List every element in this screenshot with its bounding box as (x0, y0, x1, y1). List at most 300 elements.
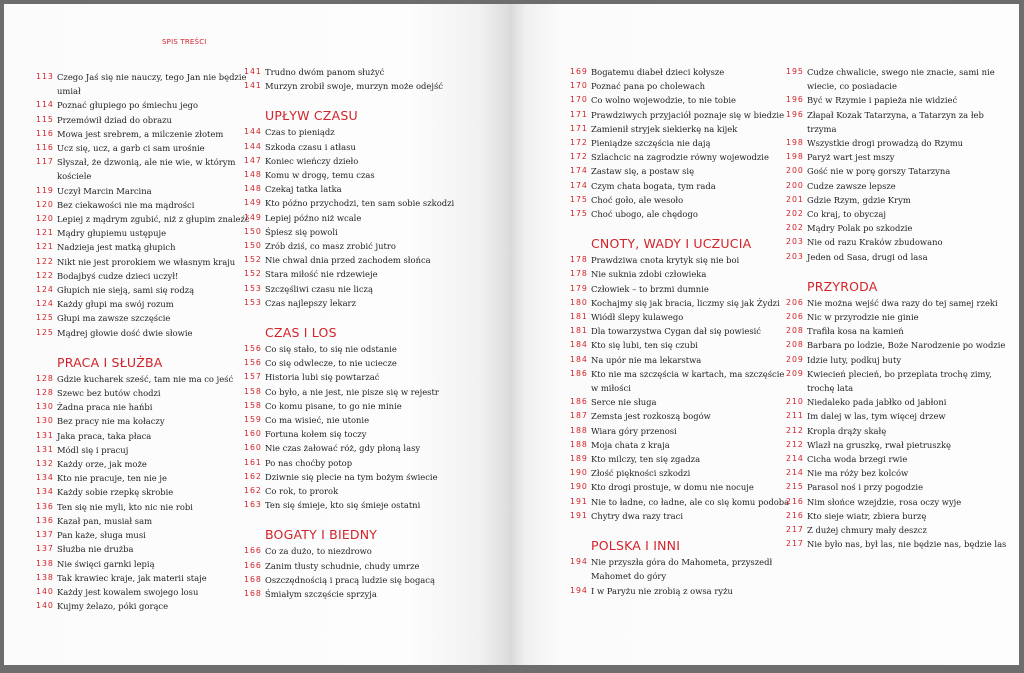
toc-entry[interactable] (786, 136, 1016, 150)
toc-entry[interactable] (244, 385, 474, 399)
toc-entry[interactable] (244, 267, 474, 281)
entry-title: Co ma wisieć, nie utonie (265, 415, 370, 426)
entry-title: Chytry dwa razy traci (591, 510, 684, 521)
page-number: 175 (570, 209, 588, 219)
toc-entry[interactable] (570, 122, 800, 136)
entry-title: Wlazł na gruszkę, rwał pietruszkę (807, 439, 951, 450)
page-number: 174 (570, 180, 588, 190)
entry-title: Dziwnie się plecie na tym bożym świecie (265, 471, 438, 482)
page-number: 181 (570, 312, 588, 322)
page-number: 217 (786, 525, 804, 535)
page-number: 171 (570, 123, 588, 133)
entry-title: Nie można wejść dwa razy do tej samej rzeki (807, 297, 998, 308)
toc-entry[interactable] (36, 585, 266, 599)
right-page (510, 4, 1019, 665)
entry-title: Co kraj, to obyczaj (807, 209, 887, 220)
page-number: 210 (786, 397, 804, 407)
page-number: 208 (786, 340, 804, 350)
entry-title: Każdy głupi ma swój rozum (57, 299, 174, 310)
page-number: 171 (570, 109, 588, 119)
page-number: 141 (244, 67, 262, 76)
toc-entry[interactable] (36, 542, 266, 556)
toc-entry[interactable] (570, 452, 800, 466)
page-number: 196 (786, 95, 804, 105)
page-number: 160 (244, 429, 262, 439)
toc-entry[interactable] (36, 599, 266, 613)
entry-title: Mądrej głowie dość dwie słowie (57, 327, 193, 338)
toc-entry[interactable] (786, 438, 1016, 452)
entry-title: Słyszał, że dzwonią, ale nie wie, w którym kościele (57, 157, 236, 182)
toc-entry[interactable] (244, 168, 474, 182)
toc-entry[interactable] (36, 141, 266, 155)
entry-title: Nie święci garnki lepią (57, 558, 155, 569)
toc-entry[interactable] (36, 514, 266, 528)
toc-entry[interactable] (786, 424, 1016, 438)
toc-entry[interactable] (244, 239, 474, 253)
page-number: 194 (570, 585, 588, 595)
toc-entry[interactable] (570, 282, 800, 296)
toc-entry[interactable] (570, 495, 800, 509)
toc-entry[interactable] (36, 443, 266, 457)
toc-entry[interactable] (786, 150, 1016, 164)
toc-entry[interactable] (36, 326, 266, 340)
toc-entry[interactable] (244, 498, 474, 512)
page-number: 136 (36, 515, 54, 525)
toc-entry[interactable] (244, 427, 474, 441)
toc-entry[interactable] (570, 108, 800, 122)
page-number: 161 (244, 457, 262, 467)
toc-entry[interactable] (786, 452, 1016, 466)
toc-entry[interactable] (244, 399, 474, 413)
toc-entry[interactable] (570, 79, 800, 93)
page-number: 113 (36, 72, 54, 81)
toc-entry[interactable] (786, 193, 1016, 207)
toc-entry[interactable] (36, 297, 266, 311)
page-number: 188 (570, 439, 588, 449)
entry-title: Gdzie Rzym, gdzie Krym (807, 194, 911, 205)
toc-entry[interactable] (570, 367, 800, 395)
toc-entry[interactable] (786, 466, 1016, 480)
toc-entry[interactable] (570, 509, 800, 523)
section-title: PRACA I SŁUŻBA (57, 354, 163, 370)
running-head: SPIS TREŚCI (162, 38, 207, 46)
entry-title: Moja chata z kraja (591, 439, 670, 450)
toc-entry[interactable] (36, 557, 266, 571)
entry-title: Nim słońce wzejdzie, rosa oczy wyje (807, 496, 962, 507)
page-number: 130 (36, 416, 54, 426)
section-title: PRZYRODA (807, 278, 878, 294)
toc-entry[interactable] (570, 353, 800, 367)
entry-title: Barbara po lodzie, Boże Narodzenie po wodzie (807, 340, 1006, 351)
entry-title: Co było, a nie jest, nie pisze się w rejestr (265, 386, 439, 397)
toc-entry[interactable] (570, 555, 800, 583)
toc-entry[interactable] (36, 485, 266, 499)
entry-title: Gość nie w porę gorszy Tatarzyna (807, 166, 951, 177)
toc-entry[interactable] (36, 500, 266, 514)
page-number: 168 (244, 574, 262, 584)
page-number: 162 (244, 471, 262, 481)
toc-entry[interactable] (786, 164, 1016, 178)
toc-entry[interactable] (244, 370, 474, 384)
page-number: 157 (244, 372, 262, 382)
toc-entry[interactable] (36, 400, 266, 414)
entry-title: Nic w przyrodzie nie ginie (807, 312, 919, 323)
toc-entry[interactable] (786, 480, 1016, 494)
left-page (4, 4, 510, 665)
page-number: 117 (36, 157, 54, 167)
page-number: 119 (36, 185, 54, 195)
toc-entry[interactable] (244, 140, 474, 154)
toc-entry[interactable] (36, 240, 266, 254)
entry-title: Pieniądze szczęścia nie dają (591, 138, 711, 149)
entry-title: Choć goło, ale wesoło (591, 194, 684, 205)
toc-entry[interactable] (244, 196, 474, 210)
page-number: 131 (36, 444, 54, 454)
entry-title: Co komu pisane, to go nie minie (265, 400, 402, 411)
toc-entry[interactable] (570, 466, 800, 480)
toc-entry[interactable] (244, 282, 474, 296)
toc-entry[interactable] (36, 198, 266, 212)
toc-entry[interactable] (36, 184, 266, 198)
toc-entry[interactable] (570, 395, 800, 409)
toc-column (36, 70, 266, 613)
entry-title: Jeden od Sasa, drugi od lasa (807, 251, 928, 262)
page-number: 195 (786, 67, 804, 76)
toc-entry[interactable] (786, 409, 1016, 423)
toc-entry[interactable] (36, 226, 266, 240)
page-number: 134 (36, 487, 54, 497)
page-number: 149 (244, 198, 262, 208)
entry-title: Wiódł ślepy kulawego (591, 312, 684, 323)
entry-title: Nie suknia zdobi człowieka (591, 269, 707, 280)
toc-entry[interactable] (244, 211, 474, 225)
toc-entry[interactable] (36, 372, 266, 386)
toc-entry[interactable] (244, 470, 474, 484)
toc-entry[interactable] (36, 528, 266, 542)
entry-title: Trudno dwóm panom służyć (265, 67, 385, 77)
toc-entry[interactable] (570, 338, 800, 352)
toc-entry[interactable] (244, 253, 474, 267)
entry-title: Nikt nie jest prorokiem we własnym kraju (57, 256, 236, 267)
entry-title: Nie było nas, był las, nie będzie nas, będzie las (807, 539, 1007, 550)
toc-entry[interactable] (36, 283, 266, 297)
toc-entry[interactable] (570, 179, 800, 193)
entry-title: Ten się śmieje, kto się śmieje ostatni (265, 500, 421, 511)
toc-entry[interactable] (244, 573, 474, 587)
entry-title: Nie to ładne, co ładne, ale co się komu podoba (591, 496, 790, 507)
toc-column (244, 65, 474, 601)
entry-title: Kto sieje wiatr, zbiera burzę (807, 510, 927, 521)
page-number: 156 (244, 358, 262, 368)
page-number: 162 (244, 486, 262, 496)
toc-entry[interactable] (244, 182, 474, 196)
section-title: BOGATY I BIEDNY (265, 527, 378, 543)
page-number: 122 (36, 256, 54, 266)
toc-entry[interactable] (244, 441, 474, 455)
toc-entry[interactable] (36, 255, 266, 269)
toc-entry[interactable] (244, 154, 474, 168)
page-number: 140 (36, 586, 54, 596)
toc-entry[interactable] (786, 296, 1016, 310)
toc-entry[interactable] (570, 136, 800, 150)
toc-entry[interactable] (786, 395, 1016, 409)
toc-entry[interactable] (244, 79, 474, 93)
page-number: 158 (244, 400, 262, 410)
toc-entry[interactable] (244, 125, 474, 139)
toc-entry[interactable] (36, 414, 266, 428)
toc-entry[interactable] (244, 456, 474, 470)
page-number: 137 (36, 530, 54, 540)
page-number: 150 (244, 241, 262, 251)
toc-entry[interactable] (570, 409, 800, 423)
toc-entry[interactable] (36, 155, 266, 183)
toc-entry[interactable] (786, 250, 1016, 264)
page-number: 212 (786, 439, 804, 449)
page-number: 189 (570, 454, 588, 464)
entry-title: Pan każe, sługa musi (57, 530, 146, 541)
page-number: 120 (36, 214, 54, 224)
page-number: 125 (36, 327, 54, 337)
toc-entry[interactable] (570, 480, 800, 494)
toc-entry[interactable] (786, 324, 1016, 338)
toc-entry[interactable] (786, 509, 1016, 523)
entry-title: Szczęśliwi czasu nie liczą (265, 283, 373, 294)
entry-title: Kto drogi prostuje, w domu nie nocuje (591, 482, 754, 493)
page-number: 201 (786, 194, 804, 204)
page-number: 160 (244, 443, 262, 453)
entry-title: Zanim tłusty schudnie, chudy umrze (265, 560, 420, 571)
entry-title: Tak krawiec kraje, jak materii staje (57, 572, 207, 583)
page-number: 202 (786, 209, 804, 219)
page-number: 202 (786, 223, 804, 233)
page-number: 150 (244, 226, 262, 236)
toc-entry[interactable] (570, 93, 800, 107)
toc-entry[interactable] (786, 179, 1016, 193)
page-number: 116 (36, 143, 54, 153)
toc-entry[interactable] (570, 164, 800, 178)
page-number: 128 (36, 373, 54, 383)
toc-entry[interactable] (36, 113, 266, 127)
entry-title: Lepiej z mądrym zgubić, niż z głupim znaleźć (57, 214, 250, 225)
entry-title: Murzyn zrobił swoje, murzyn może odejść (265, 81, 443, 92)
page-number: 166 (244, 546, 262, 556)
toc-entry[interactable] (36, 429, 266, 443)
entry-title: Kto nie pracuje, ten nie je (57, 473, 167, 484)
toc-entry[interactable] (36, 269, 266, 283)
entry-title: Cudze chwalicie, swego nie znacie, sami nie wiecie, co posiadacie (807, 67, 995, 92)
entry-title: Zamienił stryjek siekierkę na kijek (591, 123, 738, 134)
entry-title: Kwiecień plecień, bo przeplata trochę zimy, trochę lata (807, 368, 992, 394)
toc-entry[interactable] (244, 413, 474, 427)
page-number: 159 (244, 415, 262, 425)
toc-entry[interactable] (36, 127, 266, 141)
page-number: 203 (786, 237, 804, 247)
toc-entry[interactable] (244, 544, 474, 558)
toc-entry[interactable] (570, 65, 800, 79)
entry-title: Każdy jest kowalem swojego losu (57, 586, 199, 597)
toc-entry[interactable] (570, 193, 800, 207)
toc-entry[interactable] (36, 457, 266, 471)
page-number: 170 (570, 95, 588, 105)
entry-title: Czego Jaś się nie nauczy, tego Jan nie będzie umiał (57, 72, 247, 97)
page-number: 179 (570, 283, 588, 293)
toc-entry[interactable] (786, 108, 1016, 136)
page-number: 214 (786, 468, 804, 478)
page-number: 149 (244, 212, 262, 222)
toc-entry[interactable] (570, 438, 800, 452)
toc-entry[interactable] (244, 484, 474, 498)
toc-entry[interactable] (786, 495, 1016, 509)
page-number: 178 (570, 255, 588, 265)
toc-entry[interactable] (244, 65, 474, 79)
toc-entry[interactable] (244, 342, 474, 356)
entry-title: Z dużej chmury mały deszcz (807, 525, 927, 536)
toc-entry[interactable] (36, 98, 266, 112)
page-number: 190 (570, 468, 588, 478)
page-number: 216 (786, 510, 804, 520)
toc-entry[interactable] (786, 221, 1016, 235)
entry-title: Komu w drogę, temu czas (265, 170, 375, 181)
page-number: 214 (786, 454, 804, 464)
page-number: 198 (786, 152, 804, 162)
toc-entry[interactable] (786, 537, 1016, 551)
entry-title: Mądry Polak po szkodzie (807, 223, 913, 234)
section-title: CZAS I LOS (265, 325, 337, 341)
entry-title: Czekaj tatka latka (265, 184, 342, 195)
page-number: 217 (786, 539, 804, 549)
page-number: 168 (244, 589, 262, 599)
page-number: 128 (36, 388, 54, 398)
page-number: 187 (570, 411, 588, 421)
page-number: 200 (786, 166, 804, 176)
page-number: 140 (36, 601, 54, 611)
page-number: 184 (570, 354, 588, 364)
toc-column (786, 65, 1016, 552)
toc-entry[interactable] (570, 324, 800, 338)
entry-title: Im dalej w las, tym więcej drzew (807, 411, 946, 422)
page-number: 144 (244, 141, 262, 151)
entry-title: Cicha woda brzegi rwie (807, 454, 908, 465)
page-number: 215 (786, 482, 804, 492)
page-number: 122 (36, 270, 54, 280)
toc-entry[interactable] (36, 311, 266, 325)
entry-title: Czas to pieniądz (265, 127, 335, 138)
page-number: 191 (570, 510, 588, 520)
toc-entry[interactable] (36, 471, 266, 485)
page-number: 124 (36, 285, 54, 295)
toc-entry[interactable] (36, 212, 266, 226)
entry-title: Kazał pan, musiał sam (57, 515, 153, 526)
entry-title: Nie czas żałować róż, gdy płoną lasy (265, 443, 421, 454)
page-number: 198 (786, 138, 804, 148)
entry-title: Kto się lubi, ten się czubi (591, 340, 698, 351)
toc-entry[interactable] (786, 338, 1016, 352)
toc-entry[interactable] (36, 70, 266, 98)
toc-entry[interactable] (570, 584, 800, 598)
entry-title: Co się odwlecze, to nie uciecze (265, 358, 397, 369)
entry-title: Paryż wart jest mszy (807, 152, 895, 163)
toc-entry[interactable] (570, 424, 800, 438)
toc-entry[interactable] (570, 310, 800, 324)
entry-title: Złapał Kozak Tatarzyna, a Tatarzyn za łeb trzyma (807, 109, 984, 134)
page-number: 138 (36, 558, 54, 568)
entry-title: Dla towarzystwa Cygan dał się powiesić (591, 326, 762, 337)
page-number: 137 (36, 544, 54, 554)
page-number: 132 (36, 459, 54, 469)
entry-title: Ucz się, ucz, a garb ci sam urośnie (57, 143, 205, 154)
toc-entry[interactable] (786, 235, 1016, 249)
page-number: 181 (570, 326, 588, 336)
entry-title: Kto późno przychodzi, ten sam sobie szkodzi (265, 198, 455, 209)
page-number: 184 (570, 340, 588, 350)
page-number: 158 (244, 386, 262, 396)
entry-title: Koniec wieńczy dzieło (265, 155, 359, 166)
toc-entry[interactable] (786, 93, 1016, 107)
toc-entry[interactable] (244, 356, 474, 370)
entry-title: Bez pracy nie ma kołaczy (57, 416, 165, 427)
toc-entry[interactable] (786, 353, 1016, 367)
toc-entry[interactable] (786, 65, 1016, 93)
entry-title: Szlachcic na zagrodzie równy wojewodzie (591, 152, 769, 163)
page-number: 156 (244, 344, 262, 354)
entry-title: Poznać głupiego po śmiechu jego (57, 100, 199, 111)
section-title: CNOTY, WADY I UCZUCIA (591, 236, 752, 252)
toc-entry[interactable] (244, 296, 474, 310)
toc-entry[interactable] (244, 587, 474, 601)
toc-entry[interactable] (570, 253, 800, 267)
toc-entry[interactable] (244, 559, 474, 573)
page-number: 172 (570, 152, 588, 162)
toc-entry[interactable] (36, 571, 266, 585)
toc-entry[interactable] (36, 386, 266, 400)
page-number: 125 (36, 313, 54, 323)
entry-title: Wszystkie drogi prowadzą do Rzymu (807, 138, 964, 149)
entry-title: Trafiła kosa na kamień (807, 326, 904, 337)
page-number: 200 (786, 180, 804, 190)
toc-entry[interactable] (786, 523, 1016, 537)
entry-title: Czas najlepszy lekarz (265, 297, 356, 308)
toc-entry[interactable] (786, 367, 1016, 395)
toc-entry[interactable] (786, 310, 1016, 324)
entry-title: Bogatemu diabeł dzieci kołysze (591, 67, 725, 77)
entry-title: Lepiej późno niż wcale (265, 212, 362, 223)
toc-entry[interactable] (570, 296, 800, 310)
entry-title: Prawdziwych przyjaciół poznaje się w biedzie (591, 109, 785, 120)
entry-title: Kochajmy się jak bracia, liczmy się jak Żydzi (591, 297, 780, 308)
page-number: 180 (570, 297, 588, 307)
toc-entry[interactable] (570, 150, 800, 164)
entry-title: Kropla drąży skałę (807, 425, 887, 436)
page-number: 120 (36, 199, 54, 209)
page-number: 121 (36, 228, 54, 238)
entry-title: Być w Rzymie i papieża nie widzieć (807, 95, 958, 106)
toc-entry[interactable] (570, 207, 800, 221)
page-number: 131 (36, 430, 54, 440)
entry-title: Nie ma róży bez kolców (807, 468, 909, 479)
toc-entry[interactable] (244, 225, 474, 239)
entry-title: Śpiesz się powoli (265, 226, 338, 237)
entry-title: Zemsta jest rozkoszą bogów (591, 411, 711, 422)
toc-entry[interactable] (786, 207, 1016, 221)
entry-title: Gdzie kucharek sześć, tam nie ma co jeść (57, 373, 234, 384)
page-number: 206 (786, 312, 804, 322)
section-title: UPŁYW CZASU (265, 108, 358, 124)
toc-entry[interactable] (570, 267, 800, 281)
entry-title: Nadzieja jest matką głupich (57, 242, 176, 253)
entry-title: Nie chwal dnia przed zachodem słońca (265, 255, 431, 266)
entry-title: Głupi ma zawsze szczęście (57, 313, 171, 324)
entry-title: Mowa jest srebrem, a milczenie złotem (57, 128, 224, 139)
